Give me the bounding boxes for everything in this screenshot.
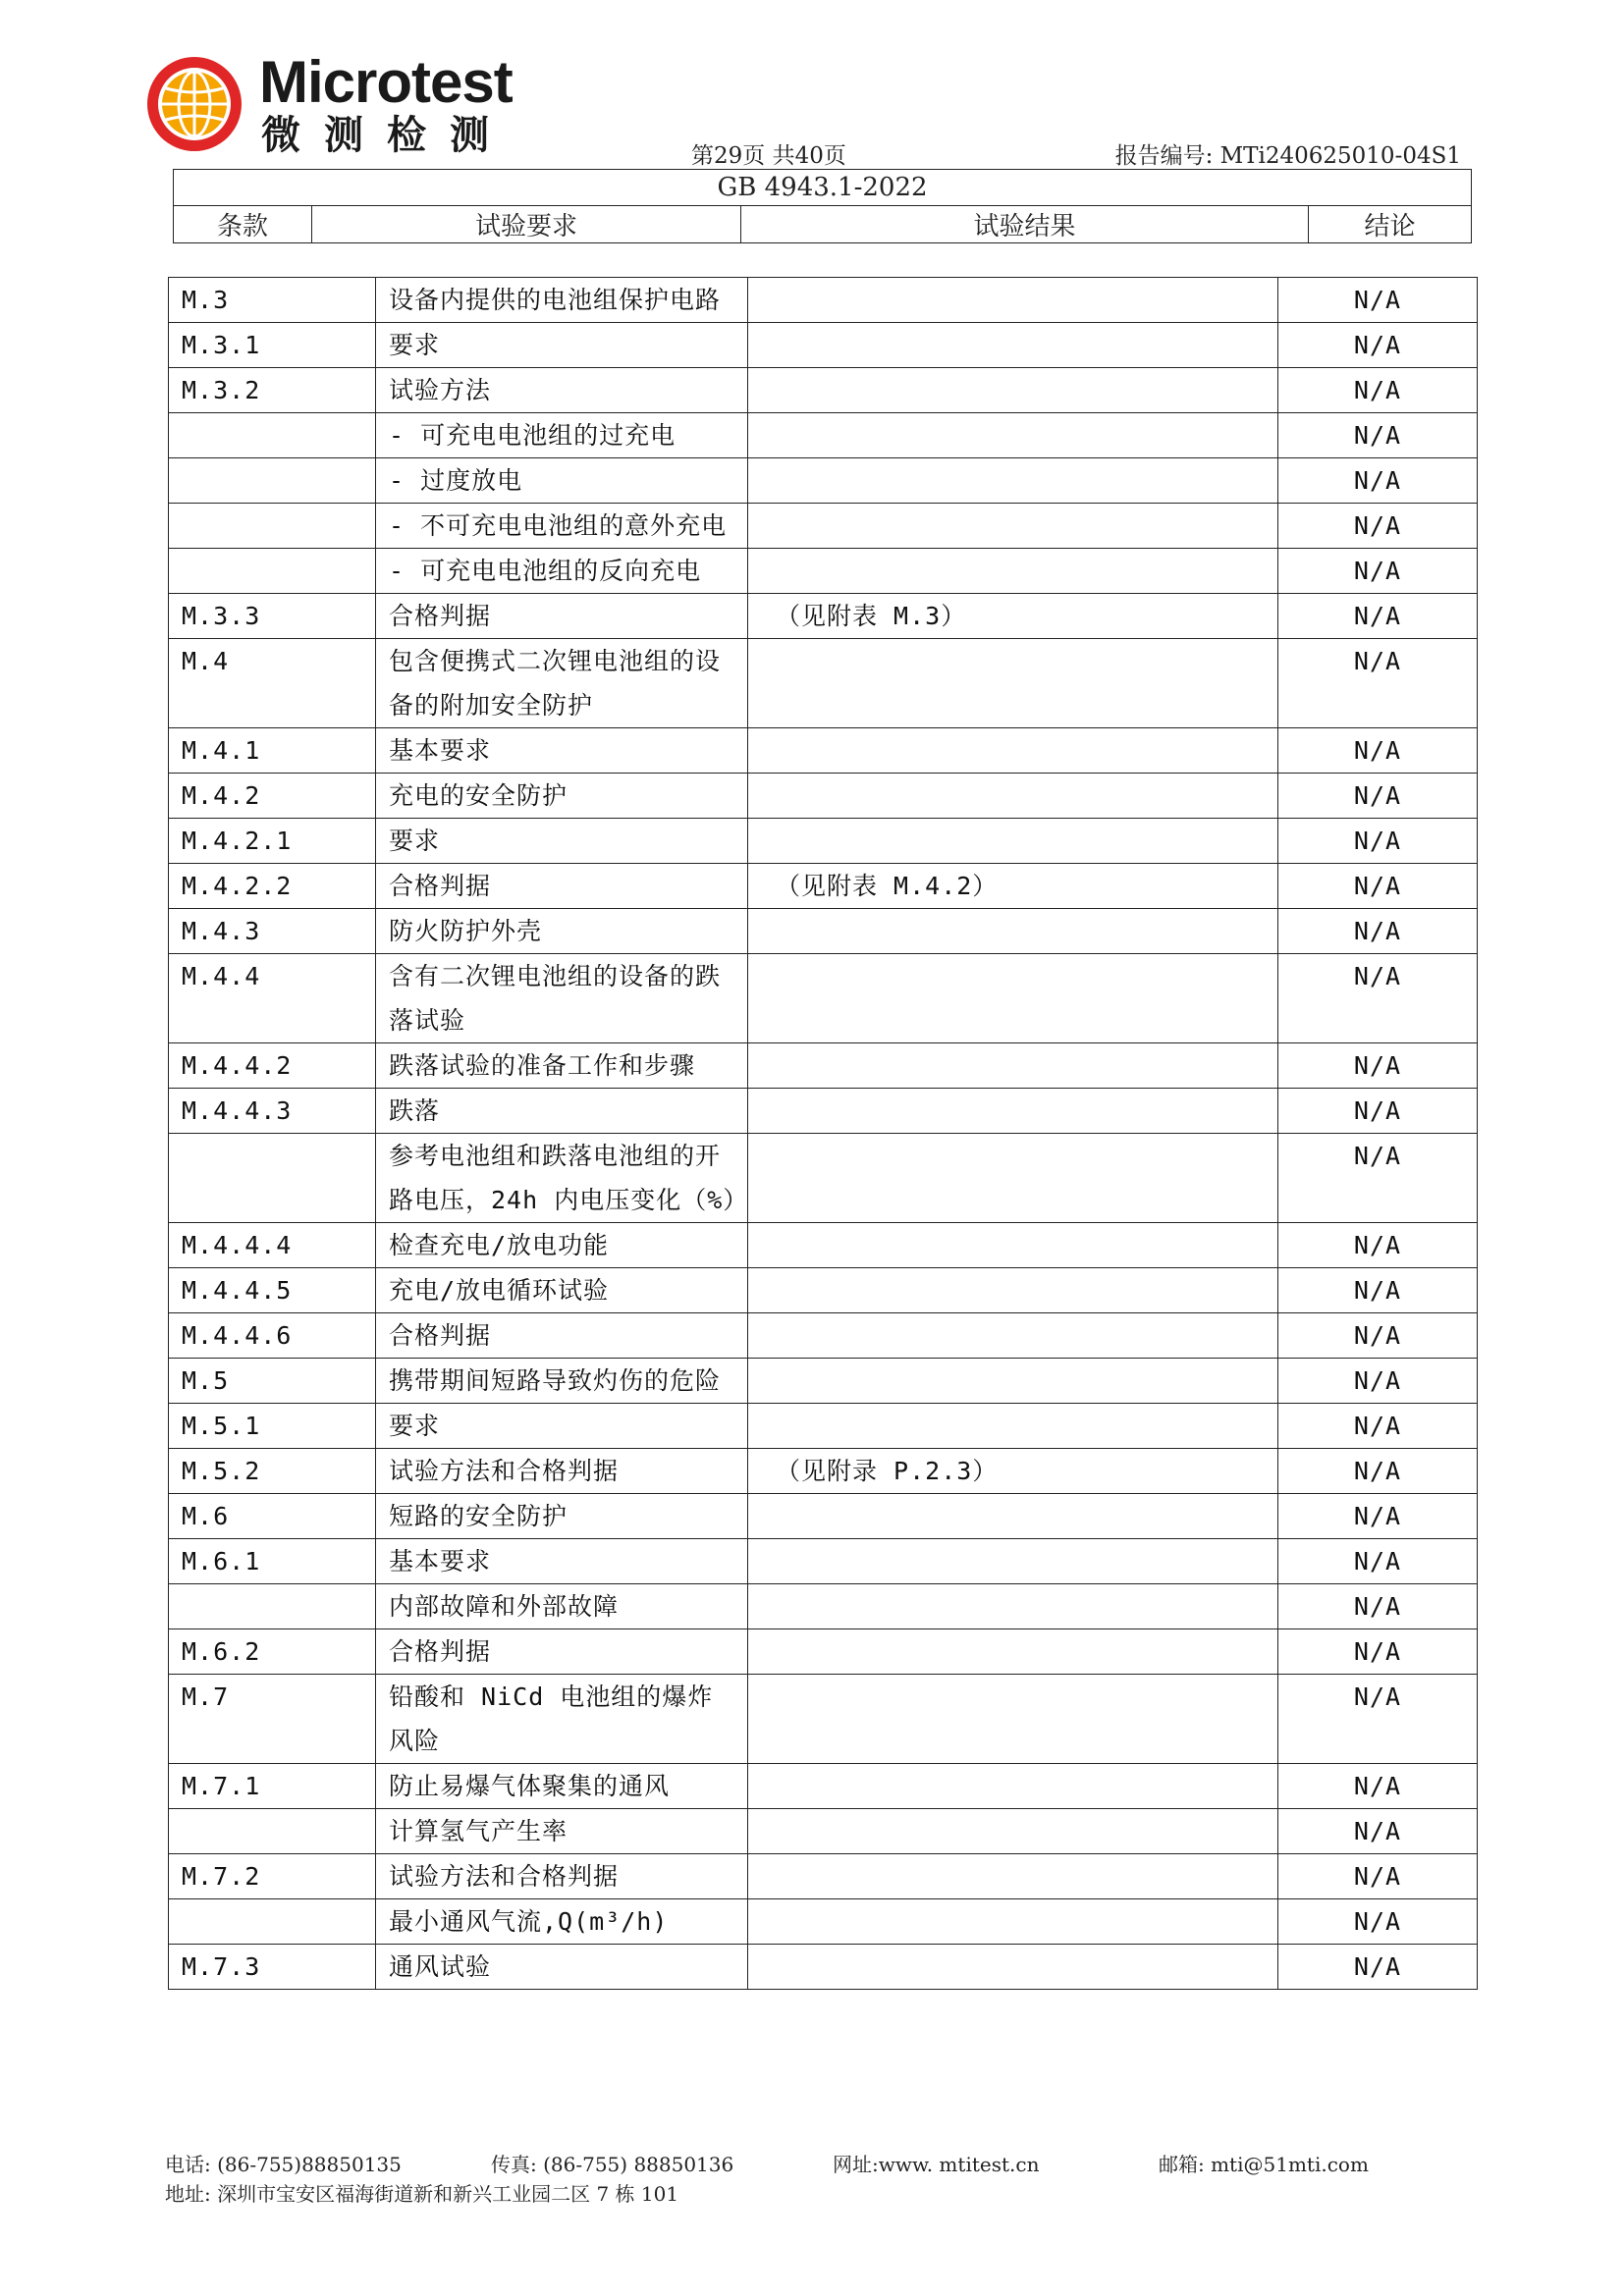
brand-name-en: Microtest — [259, 49, 513, 115]
table-row — [169, 1899, 1478, 1945]
verdict-cell: N/A — [1278, 549, 1478, 594]
page-footer — [165, 2150, 1481, 2209]
table-row — [169, 1539, 1478, 1584]
clause-cell: M.4.2 — [169, 774, 376, 819]
table-row — [169, 1223, 1478, 1268]
result-cell — [748, 1629, 1278, 1675]
verdict-cell: N/A — [1278, 1899, 1478, 1945]
page-number: 第29页 共40页 — [691, 143, 846, 169]
verdict-cell: N/A — [1278, 864, 1478, 909]
verdict-cell: N/A — [1278, 1449, 1478, 1494]
table-row — [169, 1313, 1478, 1359]
clause-cell: M.6 — [169, 1494, 376, 1539]
clause-cell: M.7 — [169, 1675, 376, 1764]
clause-cell: M.7.1 — [169, 1764, 376, 1809]
table-row — [169, 1945, 1478, 1990]
requirement-cell: - 可充电电池组的过充电 — [376, 413, 748, 458]
clause-cell — [169, 1809, 376, 1854]
table-row — [169, 1584, 1478, 1629]
clause-cell: M.3.1 — [169, 323, 376, 368]
clause-cell: M.4 — [169, 639, 376, 728]
company-logo — [145, 49, 538, 163]
requirement-cell: 要求 — [376, 323, 748, 368]
verdict-cell: N/A — [1278, 1043, 1478, 1089]
clause-cell — [169, 549, 376, 594]
table-row — [169, 774, 1478, 819]
verdict-cell: N/A — [1278, 1809, 1478, 1854]
clause-cell — [169, 1584, 376, 1629]
table-row — [169, 1089, 1478, 1134]
clause-cell — [169, 1134, 376, 1223]
table-row — [169, 413, 1478, 458]
table-row — [169, 1494, 1478, 1539]
verdict-cell: N/A — [1278, 1223, 1478, 1268]
table-row — [169, 1268, 1478, 1313]
result-cell: （见附表 M.3） — [748, 594, 1278, 639]
report-number: 报告编号: MTi240625010-04S1 — [1114, 143, 1461, 169]
requirement-cell: 充电的安全防护 — [376, 774, 748, 819]
table-row — [169, 864, 1478, 909]
result-cell — [748, 1584, 1278, 1629]
brand-name-cn: 微测检测 — [261, 113, 513, 158]
result-cell — [748, 954, 1278, 1043]
clause-cell: M.6.1 — [169, 1539, 376, 1584]
verdict-cell: N/A — [1278, 1539, 1478, 1584]
result-cell — [748, 549, 1278, 594]
clause-cell: M.7.3 — [169, 1945, 376, 1990]
clause-cell: M.7.2 — [169, 1854, 376, 1899]
result-cell — [748, 728, 1278, 774]
requirement-cell: 合格判据 — [376, 1313, 748, 1359]
table-row — [169, 1675, 1478, 1764]
clause-cell: M.4.4.5 — [169, 1268, 376, 1313]
clause-cell: M.4.4.4 — [169, 1223, 376, 1268]
table-row — [169, 1449, 1478, 1494]
clause-cell: M.4.3 — [169, 909, 376, 954]
requirement-cell: 防火防护外壳 — [376, 909, 748, 954]
requirement-cell: - 不可充电电池组的意外充电 — [376, 504, 748, 549]
table-row — [169, 278, 1478, 323]
clause-cell: M.4.4.3 — [169, 1089, 376, 1134]
verdict-cell: N/A — [1278, 909, 1478, 954]
table-row — [169, 954, 1478, 1043]
requirement-cell: 短路的安全防护 — [376, 1494, 748, 1539]
table-row — [169, 323, 1478, 368]
table-row — [169, 1854, 1478, 1899]
result-cell — [748, 1945, 1278, 1990]
verdict-cell: N/A — [1278, 1629, 1478, 1675]
requirement-cell: 跌落 — [376, 1089, 748, 1134]
table-row — [169, 1404, 1478, 1449]
requirement-cell: 合格判据 — [376, 1629, 748, 1675]
verdict-cell: N/A — [1278, 1675, 1478, 1764]
verdict-cell: N/A — [1278, 504, 1478, 549]
footer-telephone: 电话: (86-755)88850135 — [165, 2153, 402, 2176]
result-cell — [748, 504, 1278, 549]
result-cell — [748, 278, 1278, 323]
verdict-cell: N/A — [1278, 639, 1478, 728]
table-row — [169, 1764, 1478, 1809]
requirement-cell: - 过度放电 — [376, 458, 748, 504]
verdict-cell: N/A — [1278, 323, 1478, 368]
result-cell: （见附录 P.2.3） — [748, 1449, 1278, 1494]
verdict-cell: N/A — [1278, 1134, 1478, 1223]
table-row — [169, 458, 1478, 504]
result-cell — [748, 1539, 1278, 1584]
clause-cell: M.4.4 — [169, 954, 376, 1043]
table-row — [169, 909, 1478, 954]
clause-cell: M.4.1 — [169, 728, 376, 774]
verdict-cell: N/A — [1278, 1089, 1478, 1134]
verdict-cell: N/A — [1278, 819, 1478, 864]
result-cell — [748, 1223, 1278, 1268]
result-cell — [748, 458, 1278, 504]
table-row — [169, 639, 1478, 728]
standard-header-table — [173, 169, 1472, 243]
result-cell — [748, 1764, 1278, 1809]
footer-email: 邮箱: mti@51mti.com — [1159, 2153, 1369, 2176]
clause-cell — [169, 1899, 376, 1945]
result-cell — [748, 1494, 1278, 1539]
requirement-cell: 基本要求 — [376, 728, 748, 774]
column-header-clause: 条款 — [174, 206, 312, 243]
clause-cell — [169, 504, 376, 549]
verdict-cell: N/A — [1278, 1268, 1478, 1313]
clause-cell: M.4.4.6 — [169, 1313, 376, 1359]
table-row — [169, 1629, 1478, 1675]
result-cell — [748, 1089, 1278, 1134]
requirement-cell: 最小通风气流,Q(m³/h) — [376, 1899, 748, 1945]
table-row — [169, 1809, 1478, 1854]
table-row — [169, 594, 1478, 639]
verdict-cell: N/A — [1278, 1313, 1478, 1359]
table-row — [169, 1359, 1478, 1404]
requirement-cell: 铅酸和 NiCd 电池组的爆炸风险 — [376, 1675, 748, 1764]
requirement-cell: 含有二次锂电池组的设备的跌落试验 — [376, 954, 748, 1043]
result-cell — [748, 1268, 1278, 1313]
requirement-cell: 携带期间短路导致灼伤的危险 — [376, 1359, 748, 1404]
clause-cell: M.4.4.2 — [169, 1043, 376, 1089]
requirement-cell: 内部故障和外部故障 — [376, 1584, 748, 1629]
result-cell — [748, 909, 1278, 954]
requirement-cell: 试验方法和合格判据 — [376, 1449, 748, 1494]
requirement-cell: 跌落试验的准备工作和步骤 — [376, 1043, 748, 1089]
column-header-requirement: 试验要求 — [312, 206, 741, 243]
requirement-cell: 设备内提供的电池组保护电路 — [376, 278, 748, 323]
footer-address: 地址: 深圳市宝安区福海街道新和新兴工业园二区 7 栋 101 — [165, 2182, 679, 2206]
result-cell — [748, 774, 1278, 819]
verdict-cell: N/A — [1278, 1854, 1478, 1899]
requirement-cell: 参考电池组和跌落电池组的开路电压，24h 内电压变化（%） — [376, 1134, 748, 1223]
clause-cell: M.3 — [169, 278, 376, 323]
result-cell — [748, 1899, 1278, 1945]
clause-cell: M.3.2 — [169, 368, 376, 413]
verdict-cell: N/A — [1278, 1494, 1478, 1539]
table-row — [169, 549, 1478, 594]
requirement-cell: 防止易爆气体聚集的通风 — [376, 1764, 748, 1809]
clause-cell: M.5 — [169, 1359, 376, 1404]
table-row — [169, 504, 1478, 549]
clause-cell — [169, 413, 376, 458]
requirement-cell: 包含便携式二次锂电池组的设备的附加安全防护 — [376, 639, 748, 728]
requirement-cell: 充电/放电循环试验 — [376, 1268, 748, 1313]
clause-cell: M.5.2 — [169, 1449, 376, 1494]
requirement-cell: 试验方法和合格判据 — [376, 1854, 748, 1899]
test-results-body — [169, 278, 1478, 1990]
result-cell — [748, 1854, 1278, 1899]
requirement-cell: 要求 — [376, 1404, 748, 1449]
test-results-table — [168, 277, 1478, 1990]
verdict-cell: N/A — [1278, 1764, 1478, 1809]
footer-fax: 传真: (86-755) 88850136 — [491, 2153, 734, 2176]
clause-cell: M.6.2 — [169, 1629, 376, 1675]
result-cell — [748, 323, 1278, 368]
globe-logo-icon — [145, 55, 244, 153]
table-row — [169, 819, 1478, 864]
clause-cell: M.5.1 — [169, 1404, 376, 1449]
requirement-cell: - 可充电电池组的反向充电 — [376, 549, 748, 594]
table-row — [169, 1043, 1478, 1089]
requirement-cell: 试验方法 — [376, 368, 748, 413]
result-cell — [748, 1404, 1278, 1449]
clause-cell — [169, 458, 376, 504]
verdict-cell: N/A — [1278, 954, 1478, 1043]
table-row — [169, 1134, 1478, 1223]
verdict-cell: N/A — [1278, 774, 1478, 819]
requirement-cell: 合格判据 — [376, 594, 748, 639]
verdict-cell: N/A — [1278, 1404, 1478, 1449]
clause-cell: M.4.2.1 — [169, 819, 376, 864]
result-cell — [748, 413, 1278, 458]
result-cell — [748, 368, 1278, 413]
result-cell — [748, 1675, 1278, 1764]
result-cell — [748, 819, 1278, 864]
verdict-cell: N/A — [1278, 1584, 1478, 1629]
verdict-cell: N/A — [1278, 594, 1478, 639]
requirement-cell: 检查充电/放电功能 — [376, 1223, 748, 1268]
requirement-cell: 基本要求 — [376, 1539, 748, 1584]
clause-cell: M.3.3 — [169, 594, 376, 639]
result-cell — [748, 639, 1278, 728]
verdict-cell: N/A — [1278, 278, 1478, 323]
requirement-cell: 计算氢气产生率 — [376, 1809, 748, 1854]
verdict-cell: N/A — [1278, 728, 1478, 774]
verdict-cell: N/A — [1278, 1359, 1478, 1404]
table-row — [169, 368, 1478, 413]
verdict-cell: N/A — [1278, 458, 1478, 504]
verdict-cell: N/A — [1278, 1945, 1478, 1990]
column-header-verdict: 结论 — [1309, 206, 1472, 243]
result-cell — [748, 1313, 1278, 1359]
requirement-cell: 合格判据 — [376, 864, 748, 909]
standard-number: GB 4943.1-2022 — [174, 170, 1472, 206]
footer-website: 网址:www. mtitest.cn — [833, 2153, 1040, 2176]
requirement-cell: 通风试验 — [376, 1945, 748, 1990]
verdict-cell: N/A — [1278, 413, 1478, 458]
requirement-cell: 要求 — [376, 819, 748, 864]
result-cell — [748, 1043, 1278, 1089]
column-header-result: 试验结果 — [741, 206, 1309, 243]
result-cell — [748, 1134, 1278, 1223]
result-cell — [748, 1359, 1278, 1404]
verdict-cell: N/A — [1278, 368, 1478, 413]
clause-cell: M.4.2.2 — [169, 864, 376, 909]
result-cell — [748, 1809, 1278, 1854]
result-cell: （见附表 M.4.2） — [748, 864, 1278, 909]
table-row — [169, 728, 1478, 774]
